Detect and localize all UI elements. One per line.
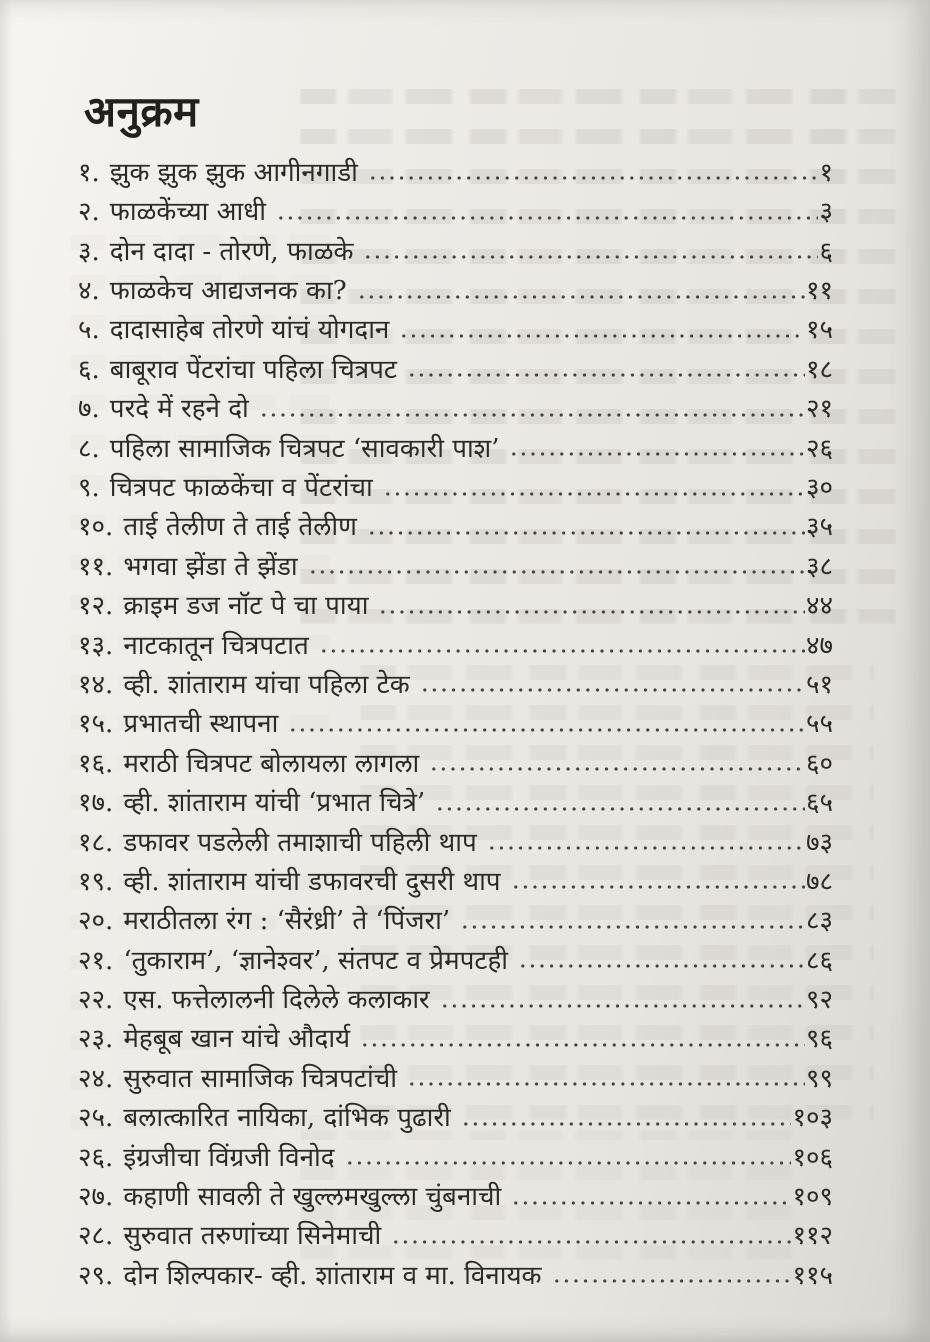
toc-item-number: १६. — [78, 748, 114, 779]
toc-leader-dots — [487, 843, 805, 853]
toc-item-page: ४७ — [805, 630, 833, 661]
toc-item-title: फाळकेच आद्यजनक का? — [109, 276, 347, 307]
toc-item-title: ताई तेलीण ते ताई तेलीण — [123, 512, 357, 543]
toc-leader-dots — [420, 685, 805, 695]
toc-list — [78, 150, 833, 1292]
toc-item — [78, 741, 833, 780]
toc-item — [78, 189, 833, 228]
toc-item-title: व्ही. शांताराम यांची ‘प्रभात चित्रे’ — [123, 788, 426, 819]
toc-leader-dots — [363, 252, 818, 262]
toc-item-page: ९९ — [805, 1063, 833, 1094]
toc-item — [78, 505, 833, 544]
toc-item — [78, 426, 833, 465]
toc-item-title: पहिला सामाजिक चित्रपट ‘सावकारी पाश’ — [109, 433, 500, 464]
toc-item — [78, 1253, 833, 1292]
toc-leader-dots — [276, 213, 818, 223]
toc-item-number: १२. — [78, 591, 114, 622]
toc-item — [78, 229, 833, 268]
toc-leader-dots — [308, 567, 805, 577]
toc-item-title: व्ही. शांताराम यांची डफावरची दुसरी थाप — [123, 866, 501, 897]
toc-item-page: १०३ — [792, 1103, 833, 1134]
toc-item-page: ३ — [819, 197, 833, 228]
toc-item-page: १०६ — [792, 1142, 833, 1173]
toc-item-number: ९. — [78, 473, 100, 504]
toc-item-page: ९६ — [805, 1024, 833, 1055]
toc-item — [78, 898, 833, 937]
toc-item-title: झुक झुक झुक आगीनगाडी — [109, 157, 358, 188]
toc-item — [78, 1017, 833, 1056]
toc-leader-dots — [511, 1198, 791, 1208]
toc-item-number: १. — [78, 157, 100, 188]
toc-leader-dots — [391, 1237, 791, 1247]
toc-item-page: ६ — [819, 236, 833, 267]
toc-item-number: १४. — [78, 669, 114, 700]
toc-item-number: १८. — [78, 827, 114, 858]
toc-item — [78, 308, 833, 347]
toc-item-title: मराठी चित्रपट बोलायला लागला — [123, 748, 420, 779]
toc-leader-dots — [552, 1276, 792, 1286]
toc-item-page: ३५ — [805, 512, 833, 543]
toc-item — [78, 1174, 833, 1213]
toc-item — [78, 150, 833, 189]
toc-leader-dots — [368, 173, 819, 183]
toc-item — [78, 1135, 833, 1174]
toc-item-title: व्ही. शांताराम यांचा पहिला टेक — [123, 669, 410, 700]
toc-item-title: चित्रपट फाळकेंचा व पेंटरांचा — [109, 473, 373, 504]
toc-leader-dots — [367, 528, 805, 538]
toc-item-title: कहाणी सावली ते खुल्लमखुल्ला चुंबनाची — [123, 1182, 502, 1213]
toc-leader-dots — [461, 1119, 792, 1129]
toc-item-number: १०. — [78, 512, 114, 543]
toc-item-number: १९. — [78, 866, 114, 897]
toc-item-page: ६५ — [805, 788, 833, 819]
toc-item-title: दोन दादा - तोरणे, फाळके — [109, 236, 354, 267]
toc-item-number: २७. — [78, 1182, 114, 1213]
toc-item — [78, 701, 833, 740]
toc-item-page: २१ — [805, 394, 833, 425]
toc-item-title: बाबूराव पेंटरांचा पहिला चित्रपट — [109, 354, 398, 385]
toc-leader-dots — [407, 370, 805, 380]
toc-item-number: २९. — [78, 1260, 114, 1291]
toc-item — [78, 1056, 833, 1095]
toc-item — [78, 938, 833, 977]
toc-item-page: ३० — [805, 473, 833, 504]
toc-leader-dots — [357, 292, 805, 302]
toc-item-number: २४. — [78, 1063, 114, 1094]
toc-item-title: मराठीतला रंग : ‘सैरंध्री’ ते ‘पिंजरा’ — [123, 906, 451, 937]
toc-item-number: ८. — [78, 433, 100, 464]
toc-item-number: ४. — [78, 276, 100, 307]
toc-item-title: क्राइम डज नॉट पे चा पाया — [123, 591, 369, 622]
toc-leader-dots — [345, 1158, 792, 1168]
toc-item-page: ८६ — [805, 945, 833, 976]
toc-item-number: ५. — [78, 315, 100, 346]
toc-item-number: २३. — [78, 1024, 114, 1055]
toc-item-number: १७. — [78, 788, 114, 819]
toc-leader-dots — [511, 882, 805, 892]
toc-item-page: २६ — [805, 433, 833, 464]
toc-item-page: ४४ — [805, 591, 833, 622]
toc-item-page: ७८ — [805, 866, 833, 897]
toc-item-number: ३. — [78, 236, 100, 267]
toc-item-page: ६० — [805, 748, 833, 779]
toc-leader-dots — [259, 410, 805, 420]
toc-item-title: फाळकेंच्या आधी — [109, 197, 266, 228]
toc-item-page: ११५ — [792, 1260, 833, 1291]
toc-item-number: १५. — [78, 709, 114, 740]
toc-item — [78, 268, 833, 307]
toc-item-number: २६. — [78, 1142, 114, 1173]
toc-item-number: ११. — [78, 551, 114, 582]
toc-item-title: सुरुवात सामाजिक चित्रपटांची — [123, 1063, 398, 1094]
toc-item-title: इंग्रजीचा विंग्रजी विनोद — [123, 1142, 335, 1173]
toc-item-page: १ — [819, 157, 833, 188]
toc-item — [78, 859, 833, 898]
toc-leader-dots — [378, 607, 805, 617]
toc-leader-dots — [435, 804, 805, 814]
toc-item-title: बलात्कारित नायिका, दांभिक पुढारी — [123, 1103, 451, 1134]
toc-item-number: ६. — [78, 354, 100, 385]
toc-item-number: २२. — [78, 985, 114, 1016]
toc-item-number: २८. — [78, 1221, 114, 1252]
toc-item-number: २१. — [78, 945, 114, 976]
toc-item — [78, 386, 833, 425]
toc-item — [78, 662, 833, 701]
toc-item-title: एस. फत्तेलालनी दिलेले कलाकार — [123, 985, 430, 1016]
toc-item-page: ९२ — [805, 985, 833, 1016]
toc-item — [78, 820, 833, 859]
page-title: अनुक्रम — [84, 87, 199, 137]
toc-item-page: १८ — [805, 354, 833, 385]
toc-item-number: २. — [78, 197, 100, 228]
toc-leader-dots — [440, 1001, 805, 1011]
toc-item-page: ७३ — [805, 827, 833, 858]
toc-item-page: ५५ — [805, 709, 833, 740]
toc-item-title: ‘तुकाराम’, ‘ज्ञानेश्वर’, संतपट व प्रेमपटही — [123, 945, 509, 976]
toc-item-title: भगवा झेंडा ते झेंडा — [123, 551, 298, 582]
toc-leader-dots — [407, 1079, 805, 1089]
toc-leader-dots — [429, 764, 805, 774]
toc-item — [78, 623, 833, 662]
toc-item — [78, 780, 833, 819]
toc-item-number: १३. — [78, 630, 114, 661]
toc-item — [78, 977, 833, 1016]
toc-item — [78, 1214, 833, 1253]
toc-item-number: २०. — [78, 906, 114, 937]
toc-item — [78, 465, 833, 504]
toc-item-title: सुरुवात तरुणांच्या सिनेमाची — [123, 1221, 382, 1252]
toc-item-title: दादासाहेब तोरणे यांचं योगदान — [109, 315, 390, 346]
toc-leader-dots — [518, 961, 805, 971]
toc-leader-dots — [319, 646, 805, 656]
toc-leader-dots — [360, 1040, 805, 1050]
toc-leader-dots — [460, 922, 805, 932]
toc-item-title: प्रभातची स्थापना — [123, 709, 279, 740]
toc-item-page: ८३ — [805, 906, 833, 937]
toc-item — [78, 1095, 833, 1134]
toc-item-title: परदे में रहने दो — [109, 394, 249, 425]
toc-item-page: ५१ — [805, 669, 833, 700]
toc-leader-dots — [288, 725, 805, 735]
toc-item-page: ११२ — [792, 1221, 833, 1252]
toc-item — [78, 347, 833, 386]
toc-item-page: ३८ — [805, 551, 833, 582]
toc-item-title: नाटकातून चित्रपटात — [123, 630, 309, 661]
toc-item-title: दोन शिल्पकार- व्ही. शांताराम व मा. विनायक — [123, 1260, 542, 1291]
toc-item-page: १०९ — [792, 1182, 833, 1213]
toc-item — [78, 544, 833, 583]
toc-item-number: ७. — [78, 394, 100, 425]
toc-item — [78, 583, 833, 622]
toc-leader-dots — [383, 489, 805, 499]
toc-item-number: २५. — [78, 1103, 114, 1134]
toc-leader-dots — [509, 449, 804, 459]
toc-item-title: मेहबूब खान यांचे औदार्य — [123, 1024, 351, 1055]
toc-item-page: ११ — [805, 276, 833, 307]
toc-leader-dots — [399, 331, 805, 341]
toc-item-title: डफावर पडलेली तमाशाची पहिली थाप — [123, 827, 477, 858]
toc-item-page: १५ — [805, 315, 833, 346]
